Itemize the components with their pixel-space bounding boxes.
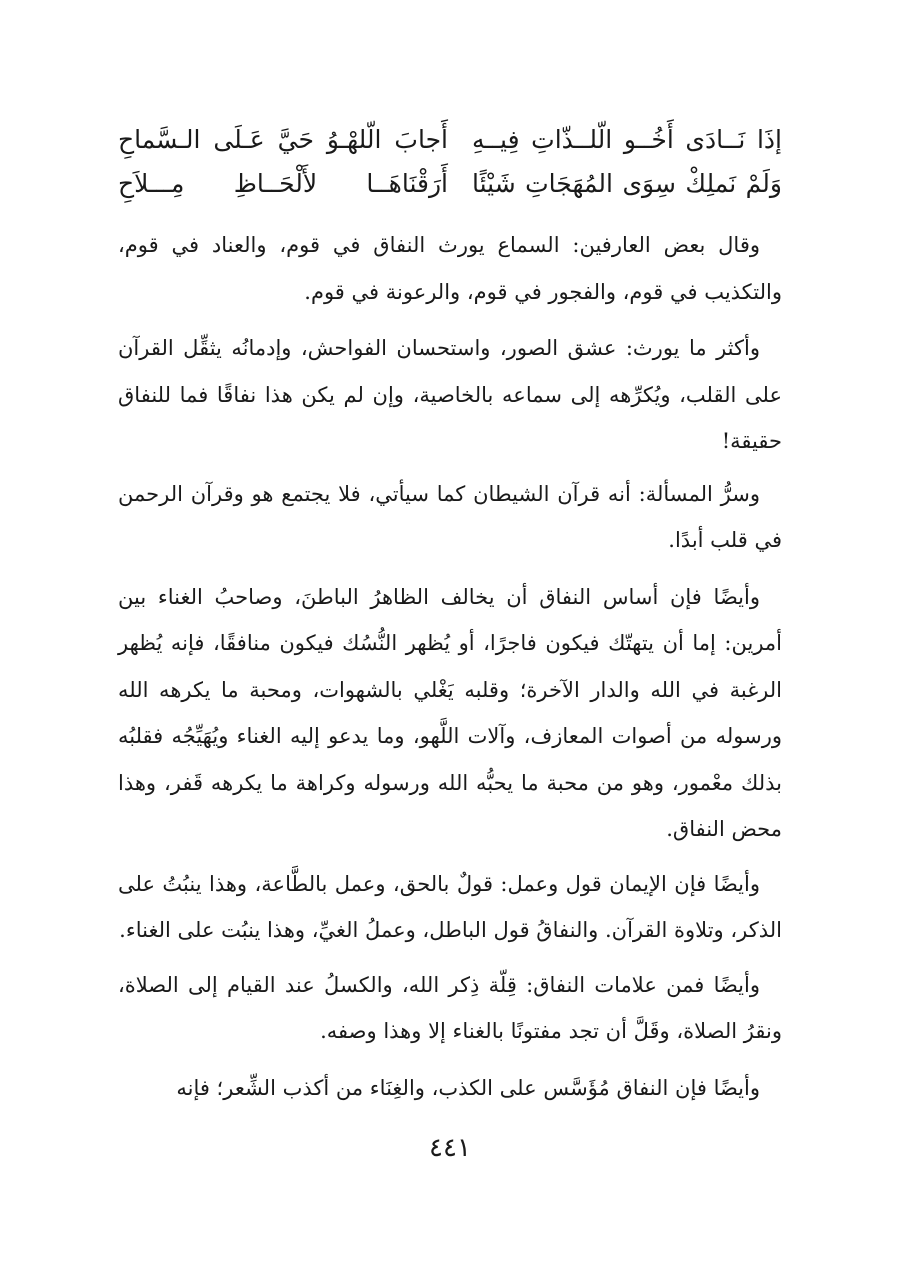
paragraph: وأكثر ما يورث: عشق الصور، واستحسان الفواحش، وإدمانُه يثقِّل القرآن على القلب، ويُكرِّهه إلى سماعه بالخاصية، وإن لم يكن هذا نفاقًا فما للنفاق حقيقة! [118,336,782,453]
paragraph: وأيضًا فمن علامات النفاق: قِلّة ذِكر الله، والكسلُ عند القيام إلى الصلاة، ونقرُ الصلاة، وقَلَّ أن تجد مفتونًا بالغناء إلا وهذا وصفه. [118,972,782,1043]
verse-second-hemistich: أَرَقْنَاهَــا لأَلْحَــاظِ مِـــلاَحِ [118,169,448,198]
verse-second-hemistich: أَجابَ الّلهْـوُ حَيَّ عَـلَى الـسَّماحِ [118,125,448,154]
paragraph: وقال بعض العارفين: السماع يورث النفاق في قوم، والعناد في قوم، والتكذيب في قوم، والفجور في قوم، والرعونة في قوم. [118,233,782,304]
body-text [118,222,782,1117]
paragraph: وأيضًا فإن النفاق مُؤَسَّس على الكذب، والغِنَاء من أكذب الشِّعر؛ فإنه [176,1075,760,1100]
paragraph: وأيضًا فإن أساس النفاق أن يخالف الظاهرُ الباطنَ، وصاحبُ الغناء بين أمرين: إما أن يتهتّك فيكون فاجرًا، أو يُظهر النُّسُك فيكون منافقًا، فإنه يُظهر الرغبة في الله والدار الآخرة؛ وقلبه يَغْلي بالشهوات، ومحبة ما يكرهه الله ورسوله من أصوات المعازف، وآلات اللَّهو، وما يدعو إليه الغناء ويُهَيِّجُه فقلبُه بذلك معْمور، وهو من محبة ما يحبُّه الله ورسوله وكراهة ما يكرهه قَفر، وهذا محض النفاق. [118,584,782,841]
verse-first-hemistich: إذَا نَــادَى أَخُــو الّلــذّاتِ فِيــهِ [472,125,782,154]
poem-block [118,118,782,206]
verse-first-hemistich: وَلَمْ نَملِكْ سِوَى المُهَجَاتِ شَيْئًا [472,169,782,198]
poem-verse [118,118,782,162]
poem-verse [118,162,782,206]
paragraph: وأيضًا فإن الإيمان قول وعمل: قولٌ بالحق، وعمل بالطَّاعة، وهذا ينبُتُ على الذكر، وتلاوة القرآن. والنفاقُ قول الباطل، وعملُ الغيِّ، وهذا ينبُت على الغناء. [118,871,782,942]
paragraph: وسرُّ المسألة: أنه قرآن الشيطان كما سيأتي، فلا يجتمع هو وقرآن الرحمن في قلب أبدًا. [118,481,782,552]
page-number: ٤٤١ [429,1133,471,1163]
